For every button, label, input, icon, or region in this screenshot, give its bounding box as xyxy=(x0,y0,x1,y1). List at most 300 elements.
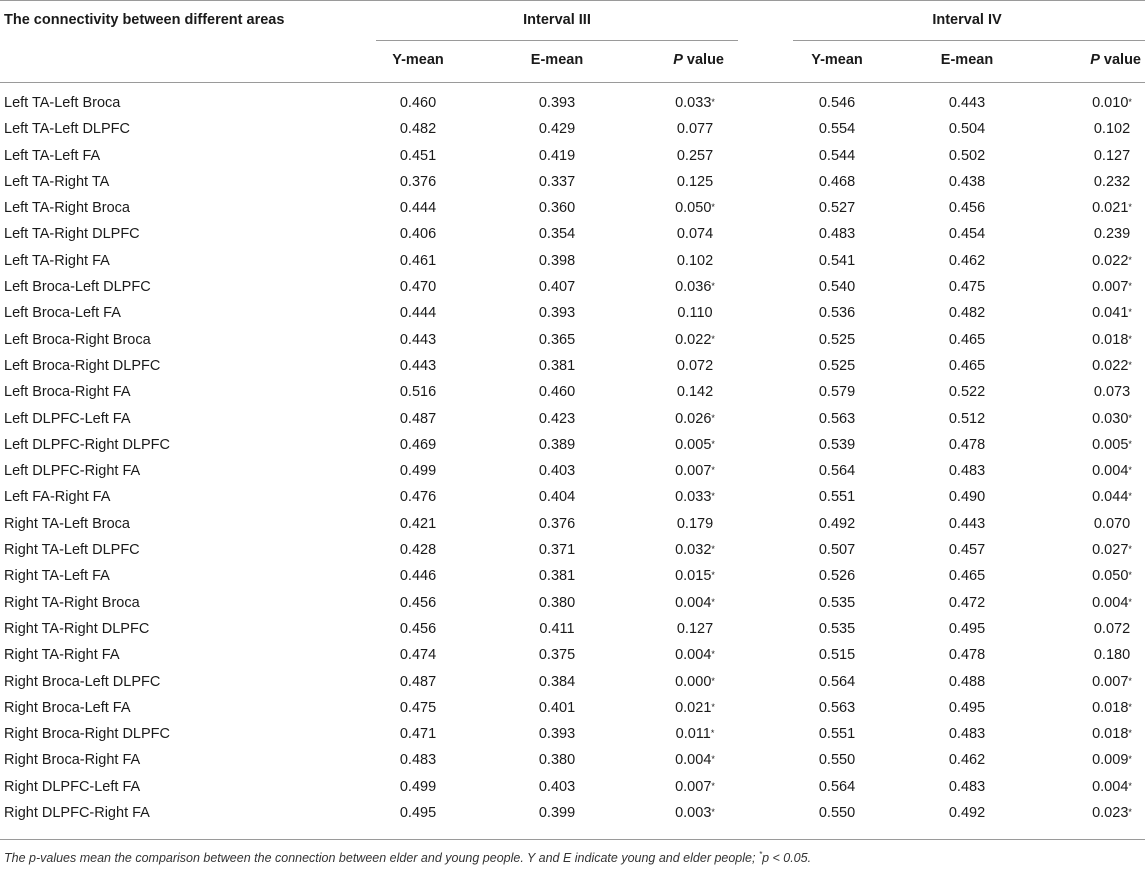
y-mean-cell: 0.487 xyxy=(399,410,437,427)
header-p-value-iii xyxy=(673,52,724,68)
p-value-cell xyxy=(1092,463,1132,479)
significance-star: * xyxy=(711,596,715,607)
significance-star: * xyxy=(711,97,715,107)
y-mean-cell: 0.551 xyxy=(818,726,856,743)
p-value: 0.072 xyxy=(676,357,714,374)
p-value-cell xyxy=(1094,647,1130,663)
y-mean-cell: 0.499 xyxy=(399,778,437,795)
significance-star: * xyxy=(711,701,715,712)
e-mean-cell: 0.492 xyxy=(948,805,986,822)
header-e-mean-iii: E-mean xyxy=(530,52,584,68)
e-mean-cell: 0.483 xyxy=(948,778,986,795)
significance-star: * xyxy=(1128,412,1132,423)
y-mean-cell: 0.507 xyxy=(818,542,856,559)
interval-iv-rule xyxy=(793,40,1145,41)
y-mean-cell: 0.551 xyxy=(818,489,856,506)
p-value: 0.022 xyxy=(1092,252,1129,269)
y-mean-cell: 0.550 xyxy=(818,752,856,769)
p-value-cell xyxy=(677,253,713,269)
p-value: 0.257 xyxy=(676,147,714,164)
row-label: Left Broca-Right DLPFC xyxy=(4,357,161,374)
e-mean-cell: 0.407 xyxy=(538,279,576,296)
p-value-cell xyxy=(1092,95,1132,111)
row-label: Left TA-Right Broca xyxy=(4,200,130,217)
p-value-cell xyxy=(1094,174,1130,190)
y-mean-cell: 0.516 xyxy=(399,384,437,401)
table-row xyxy=(0,354,1145,380)
e-mean-cell: 0.381 xyxy=(538,357,576,374)
y-mean-cell: 0.444 xyxy=(399,305,437,322)
table-row xyxy=(0,91,1145,117)
e-mean-cell: 0.403 xyxy=(538,778,576,795)
row-label: Right DLPFC-Right FA xyxy=(4,805,150,822)
y-mean-cell: 0.444 xyxy=(399,200,437,217)
p-value-cell xyxy=(677,358,713,374)
table-row xyxy=(0,801,1145,827)
p-value: 0.127 xyxy=(676,620,714,637)
e-mean-cell: 0.399 xyxy=(538,805,576,822)
p-value: 0.074 xyxy=(676,226,714,243)
y-mean-cell: 0.550 xyxy=(818,805,856,822)
y-mean-cell: 0.456 xyxy=(399,620,437,637)
y-mean-cell: 0.428 xyxy=(399,542,437,559)
p-value: 0.009 xyxy=(1092,752,1129,769)
y-mean-cell: 0.564 xyxy=(818,463,856,480)
p-value: 0.000 xyxy=(675,673,712,690)
significance-star: * xyxy=(1128,465,1132,476)
p-value: 0.239 xyxy=(1093,226,1131,243)
p-value-cell xyxy=(675,279,715,295)
p-value-cell xyxy=(675,568,715,584)
p-value: 0.015 xyxy=(675,568,712,585)
table-row xyxy=(0,722,1145,748)
table-top-rule xyxy=(0,0,1145,1)
p-value: 0.180 xyxy=(1093,647,1131,664)
row-label: Right TA-Right FA xyxy=(4,647,120,664)
p-value: 0.102 xyxy=(676,252,714,269)
table-row xyxy=(0,748,1145,774)
p-value-cell xyxy=(1092,253,1132,269)
p-value-cell xyxy=(675,805,715,821)
e-mean-cell: 0.380 xyxy=(538,594,576,611)
e-mean-cell: 0.360 xyxy=(538,200,576,217)
significance-star: * xyxy=(1128,359,1132,370)
significance-star: * xyxy=(1128,307,1132,318)
p-rest: value xyxy=(1099,52,1141,68)
y-mean-cell: 0.475 xyxy=(399,699,437,716)
p-italic: P xyxy=(673,52,683,68)
header-interval-iv: Interval IV xyxy=(932,12,1002,28)
table-row xyxy=(0,775,1145,801)
e-mean-cell: 0.371 xyxy=(538,542,576,559)
significance-star: * xyxy=(1128,491,1132,502)
e-mean-cell: 0.482 xyxy=(948,305,986,322)
e-mean-cell: 0.478 xyxy=(948,436,986,453)
e-mean-cell: 0.454 xyxy=(948,226,986,243)
p-value: 0.011 xyxy=(675,726,711,743)
p-value-cell xyxy=(1092,700,1132,716)
p-value: 0.018 xyxy=(1092,331,1129,348)
y-mean-cell: 0.541 xyxy=(818,252,856,269)
y-mean-cell: 0.446 xyxy=(399,568,437,585)
header-e-mean-iv: E-mean xyxy=(940,52,994,68)
e-mean-cell: 0.393 xyxy=(538,726,576,743)
row-label: Right TA-Right Broca xyxy=(4,594,140,611)
y-mean-cell: 0.526 xyxy=(818,568,856,585)
p-value: 0.007 xyxy=(1092,279,1129,296)
e-mean-cell: 0.393 xyxy=(538,95,576,111)
row-label: Left TA-Left FA xyxy=(4,147,101,164)
p-value-cell xyxy=(1092,489,1132,505)
e-mean-cell: 0.384 xyxy=(538,673,576,690)
y-mean-cell: 0.579 xyxy=(818,384,856,401)
p-value-cell xyxy=(675,752,715,768)
y-mean-cell: 0.406 xyxy=(399,226,437,243)
header-interval-iii: Interval III xyxy=(523,12,591,28)
e-mean-cell: 0.522 xyxy=(948,384,986,401)
p-value: 0.032 xyxy=(675,542,712,559)
p-value-cell xyxy=(677,621,713,637)
p-value-cell xyxy=(1092,358,1132,374)
p-value: 0.072 xyxy=(1093,620,1131,637)
p-value-cell xyxy=(1092,752,1132,768)
significance-star: * xyxy=(710,728,715,739)
p-value-cell xyxy=(1092,332,1132,348)
e-mean-cell: 0.411 xyxy=(539,620,575,637)
e-mean-cell: 0.465 xyxy=(948,568,986,585)
header-first-col: The connectivity between different areas xyxy=(4,12,285,28)
row-label: Right DLPFC-Left FA xyxy=(4,778,141,795)
table-row xyxy=(0,196,1145,222)
p-value: 0.125 xyxy=(676,173,714,190)
table-body xyxy=(0,91,1145,827)
table-row xyxy=(0,301,1145,327)
y-mean-cell: 0.471 xyxy=(399,726,437,743)
significance-star: * xyxy=(1128,438,1132,449)
table-row xyxy=(0,380,1145,406)
p-value-cell xyxy=(1092,595,1132,611)
p-value: 0.004 xyxy=(1092,778,1129,795)
p-value-cell xyxy=(1092,726,1132,742)
y-mean-cell: 0.487 xyxy=(399,673,437,690)
p-value-cell xyxy=(1092,437,1132,453)
row-label: Left DLPFC-Right DLPFC xyxy=(4,436,170,453)
e-mean-cell: 0.403 xyxy=(538,463,576,480)
y-mean-cell: 0.495 xyxy=(399,805,437,822)
significance-star: * xyxy=(711,281,715,292)
significance-star: * xyxy=(711,491,715,502)
p-value-cell xyxy=(1092,805,1132,821)
table-row xyxy=(0,407,1145,433)
significance-star: * xyxy=(711,438,715,449)
p-value-cell xyxy=(1092,305,1132,321)
significance-star: * xyxy=(1128,807,1132,818)
p-value: 0.050 xyxy=(675,200,712,217)
row-label: Right TA-Right DLPFC xyxy=(4,620,150,637)
p-value-cell xyxy=(1094,516,1130,532)
p-value-cell xyxy=(675,463,715,479)
row-label: Left DLPFC-Right FA xyxy=(4,463,141,480)
significance-star: * xyxy=(711,675,715,686)
p-value: 0.036 xyxy=(675,279,712,296)
p-value-cell xyxy=(1092,411,1132,427)
y-mean-cell: 0.461 xyxy=(399,252,437,269)
row-label: Right Broca-Left DLPFC xyxy=(4,673,161,690)
significance-star: * xyxy=(1128,570,1132,581)
p-value: 0.179 xyxy=(676,515,714,532)
p-value-cell xyxy=(675,779,715,795)
p-value-cell xyxy=(1094,121,1130,137)
p-value-cell xyxy=(1094,148,1130,164)
y-mean-cell: 0.536 xyxy=(818,305,856,322)
table-row xyxy=(0,328,1145,354)
e-mean-cell: 0.381 xyxy=(538,568,576,585)
significance-star: * xyxy=(711,780,715,791)
p-value: 0.003 xyxy=(675,805,712,822)
row-label: Left DLPFC-Left FA xyxy=(4,410,131,427)
y-mean-cell: 0.451 xyxy=(399,147,437,164)
table-row xyxy=(0,696,1145,722)
p-value-cell xyxy=(1092,200,1132,216)
p-value-cell xyxy=(677,121,713,137)
e-mean-cell: 0.457 xyxy=(948,542,986,559)
p-value-cell xyxy=(1094,226,1130,242)
p-value-cell xyxy=(677,226,713,242)
row-label: Left Broca-Right FA xyxy=(4,384,131,401)
y-mean-cell: 0.492 xyxy=(818,515,856,532)
row-label: Left TA-Left Broca xyxy=(4,95,121,111)
table-row xyxy=(0,459,1145,485)
p-value: 0.050 xyxy=(1092,568,1129,585)
e-mean-cell: 0.502 xyxy=(948,147,986,164)
p-italic: P xyxy=(1090,52,1100,68)
p-value-cell xyxy=(1094,384,1130,400)
p-value: 0.142 xyxy=(676,384,714,401)
e-mean-cell: 0.375 xyxy=(538,647,576,664)
p-value-cell xyxy=(1092,568,1132,584)
header-p-value-iv xyxy=(1090,52,1141,68)
e-mean-cell: 0.465 xyxy=(948,357,986,374)
p-value-cell xyxy=(1092,542,1132,558)
footnote-star: * xyxy=(758,850,763,859)
e-mean-cell: 0.404 xyxy=(538,489,576,506)
p-value-cell xyxy=(675,411,715,427)
p-value: 0.004 xyxy=(675,752,712,769)
e-mean-cell: 0.495 xyxy=(948,699,986,716)
y-mean-cell: 0.540 xyxy=(818,279,856,296)
header-bottom-rule xyxy=(0,82,1145,83)
significance-star: * xyxy=(711,465,715,476)
table-row xyxy=(0,643,1145,669)
p-value-cell xyxy=(675,489,715,505)
p-value-cell xyxy=(675,700,715,716)
p-value-cell xyxy=(675,647,715,663)
row-label: Left TA-Right DLPFC xyxy=(4,226,140,243)
e-mean-cell: 0.380 xyxy=(538,752,576,769)
p-value: 0.004 xyxy=(1092,463,1129,480)
e-mean-cell: 0.504 xyxy=(948,121,986,138)
y-mean-cell: 0.443 xyxy=(399,357,437,374)
p-value-cell xyxy=(675,674,715,690)
p-value: 0.033 xyxy=(675,489,712,506)
row-label: Right Broca-Right FA xyxy=(4,752,141,769)
p-value: 0.232 xyxy=(1093,173,1131,190)
y-mean-cell: 0.483 xyxy=(818,226,856,243)
y-mean-cell: 0.535 xyxy=(818,594,856,611)
table-row xyxy=(0,170,1145,196)
e-mean-cell: 0.478 xyxy=(948,647,986,664)
y-mean-cell: 0.474 xyxy=(399,647,437,664)
e-mean-cell: 0.401 xyxy=(538,699,576,716)
p-value: 0.005 xyxy=(1092,436,1129,453)
interval-iii-rule xyxy=(376,40,738,41)
table-row xyxy=(0,275,1145,301)
y-mean-cell: 0.421 xyxy=(399,515,437,532)
significance-star: * xyxy=(1128,281,1132,292)
e-mean-cell: 0.429 xyxy=(538,121,576,138)
e-mean-cell: 0.483 xyxy=(948,463,986,480)
table-row xyxy=(0,564,1145,590)
p-value: 0.022 xyxy=(675,331,712,348)
e-mean-cell: 0.462 xyxy=(948,752,986,769)
e-mean-cell: 0.465 xyxy=(948,331,986,348)
p-value-cell xyxy=(675,95,715,111)
p-value-cell xyxy=(675,332,715,348)
table-row xyxy=(0,617,1145,643)
y-mean-cell: 0.482 xyxy=(399,121,437,138)
row-label: Left Broca-Left DLPFC xyxy=(4,279,151,296)
e-mean-cell: 0.398 xyxy=(538,252,576,269)
e-mean-cell: 0.389 xyxy=(538,436,576,453)
p-value: 0.010 xyxy=(1092,95,1129,111)
e-mean-cell: 0.365 xyxy=(538,331,576,348)
y-mean-cell: 0.515 xyxy=(818,647,856,664)
footnote-text: The p-values mean the comparison between the connection between elder and young people. Y and E indicate young and elder people; xyxy=(4,851,759,866)
significance-star: * xyxy=(1128,254,1132,265)
p-value: 0.026 xyxy=(675,410,712,427)
y-mean-cell: 0.483 xyxy=(399,752,437,769)
e-mean-cell: 0.456 xyxy=(948,200,986,217)
significance-star: * xyxy=(711,649,715,660)
e-mean-cell: 0.443 xyxy=(948,515,986,532)
e-mean-cell: 0.438 xyxy=(948,173,986,190)
p-value: 0.018 xyxy=(1092,726,1129,743)
y-mean-cell: 0.468 xyxy=(818,173,856,190)
table-row xyxy=(0,249,1145,275)
row-label: Right TA-Left FA xyxy=(4,568,110,585)
y-mean-cell: 0.527 xyxy=(818,200,856,217)
table-row xyxy=(0,433,1145,459)
table-row xyxy=(0,591,1145,617)
row-label: Right Broca-Right DLPFC xyxy=(4,726,170,743)
significance-star: * xyxy=(1128,675,1132,686)
p-value-cell xyxy=(676,726,715,742)
e-mean-cell: 0.475 xyxy=(948,279,986,296)
p-value-cell xyxy=(1092,279,1132,295)
y-mean-cell: 0.564 xyxy=(818,673,856,690)
significance-star: * xyxy=(1128,544,1132,555)
p-value: 0.102 xyxy=(1093,121,1131,138)
p-rest: value xyxy=(682,52,724,68)
table-row xyxy=(0,485,1145,511)
p-value: 0.110 xyxy=(677,305,713,322)
e-mean-cell: 0.512 xyxy=(948,410,986,427)
e-mean-cell: 0.472 xyxy=(948,594,986,611)
y-mean-cell: 0.476 xyxy=(399,489,437,506)
row-label: Left TA-Left DLPFC xyxy=(4,121,130,138)
p-value: 0.030 xyxy=(1092,410,1129,427)
y-mean-cell: 0.456 xyxy=(399,594,437,611)
significance-star: * xyxy=(1128,701,1132,712)
p-value-cell xyxy=(677,148,713,164)
y-mean-cell: 0.564 xyxy=(818,778,856,795)
p-value-cell xyxy=(1092,779,1132,795)
e-mean-cell: 0.337 xyxy=(538,173,576,190)
significance-star: * xyxy=(711,570,715,581)
y-mean-cell: 0.469 xyxy=(399,436,437,453)
p-value-cell xyxy=(1094,621,1130,637)
p-value: 0.004 xyxy=(675,647,712,664)
significance-star: * xyxy=(1128,333,1132,344)
p-value: 0.004 xyxy=(1092,594,1129,611)
e-mean-cell: 0.495 xyxy=(948,620,986,637)
p-value: 0.023 xyxy=(1092,805,1129,822)
e-mean-cell: 0.488 xyxy=(948,673,986,690)
row-label: Left Broca-Right Broca xyxy=(4,331,151,348)
table-row xyxy=(0,222,1145,248)
p-value-cell xyxy=(1092,674,1132,690)
p-value: 0.022 xyxy=(1092,357,1129,374)
e-mean-cell: 0.460 xyxy=(538,384,576,401)
p-value-cell xyxy=(677,384,713,400)
y-mean-cell: 0.539 xyxy=(818,436,856,453)
significance-star: * xyxy=(1128,596,1132,607)
p-value-cell xyxy=(677,516,713,532)
p-value-cell xyxy=(675,542,715,558)
significance-star: * xyxy=(711,333,715,344)
y-mean-cell: 0.470 xyxy=(399,279,437,296)
y-mean-cell: 0.525 xyxy=(818,331,856,348)
table-row xyxy=(0,670,1145,696)
y-mean-cell: 0.376 xyxy=(399,173,437,190)
p-value: 0.007 xyxy=(675,463,712,480)
significance-star: * xyxy=(1128,754,1132,765)
footnote-tail: p < 0.05. xyxy=(762,851,812,866)
p-value: 0.077 xyxy=(676,121,714,138)
significance-star: * xyxy=(711,807,715,818)
row-label: Left TA-Right FA xyxy=(4,252,110,269)
p-value-cell xyxy=(675,437,715,453)
table-row xyxy=(0,512,1145,538)
significance-star: * xyxy=(1128,97,1132,107)
y-mean-cell: 0.443 xyxy=(399,331,437,348)
p-value: 0.127 xyxy=(1093,147,1131,164)
y-mean-cell: 0.460 xyxy=(399,95,437,111)
significance-star: * xyxy=(1128,202,1132,213)
p-value: 0.073 xyxy=(1093,384,1131,401)
e-mean-cell: 0.376 xyxy=(538,515,576,532)
y-mean-cell: 0.563 xyxy=(818,699,856,716)
row-label: Left FA-Right FA xyxy=(4,489,111,506)
e-mean-cell: 0.419 xyxy=(538,147,576,164)
e-mean-cell: 0.354 xyxy=(538,226,576,243)
p-value: 0.005 xyxy=(675,436,712,453)
y-mean-cell: 0.535 xyxy=(818,620,856,637)
header-y-mean-iv: Y-mean xyxy=(811,52,863,68)
significance-star: * xyxy=(1128,780,1132,791)
e-mean-cell: 0.393 xyxy=(538,305,576,322)
p-value: 0.041 xyxy=(1092,305,1129,322)
